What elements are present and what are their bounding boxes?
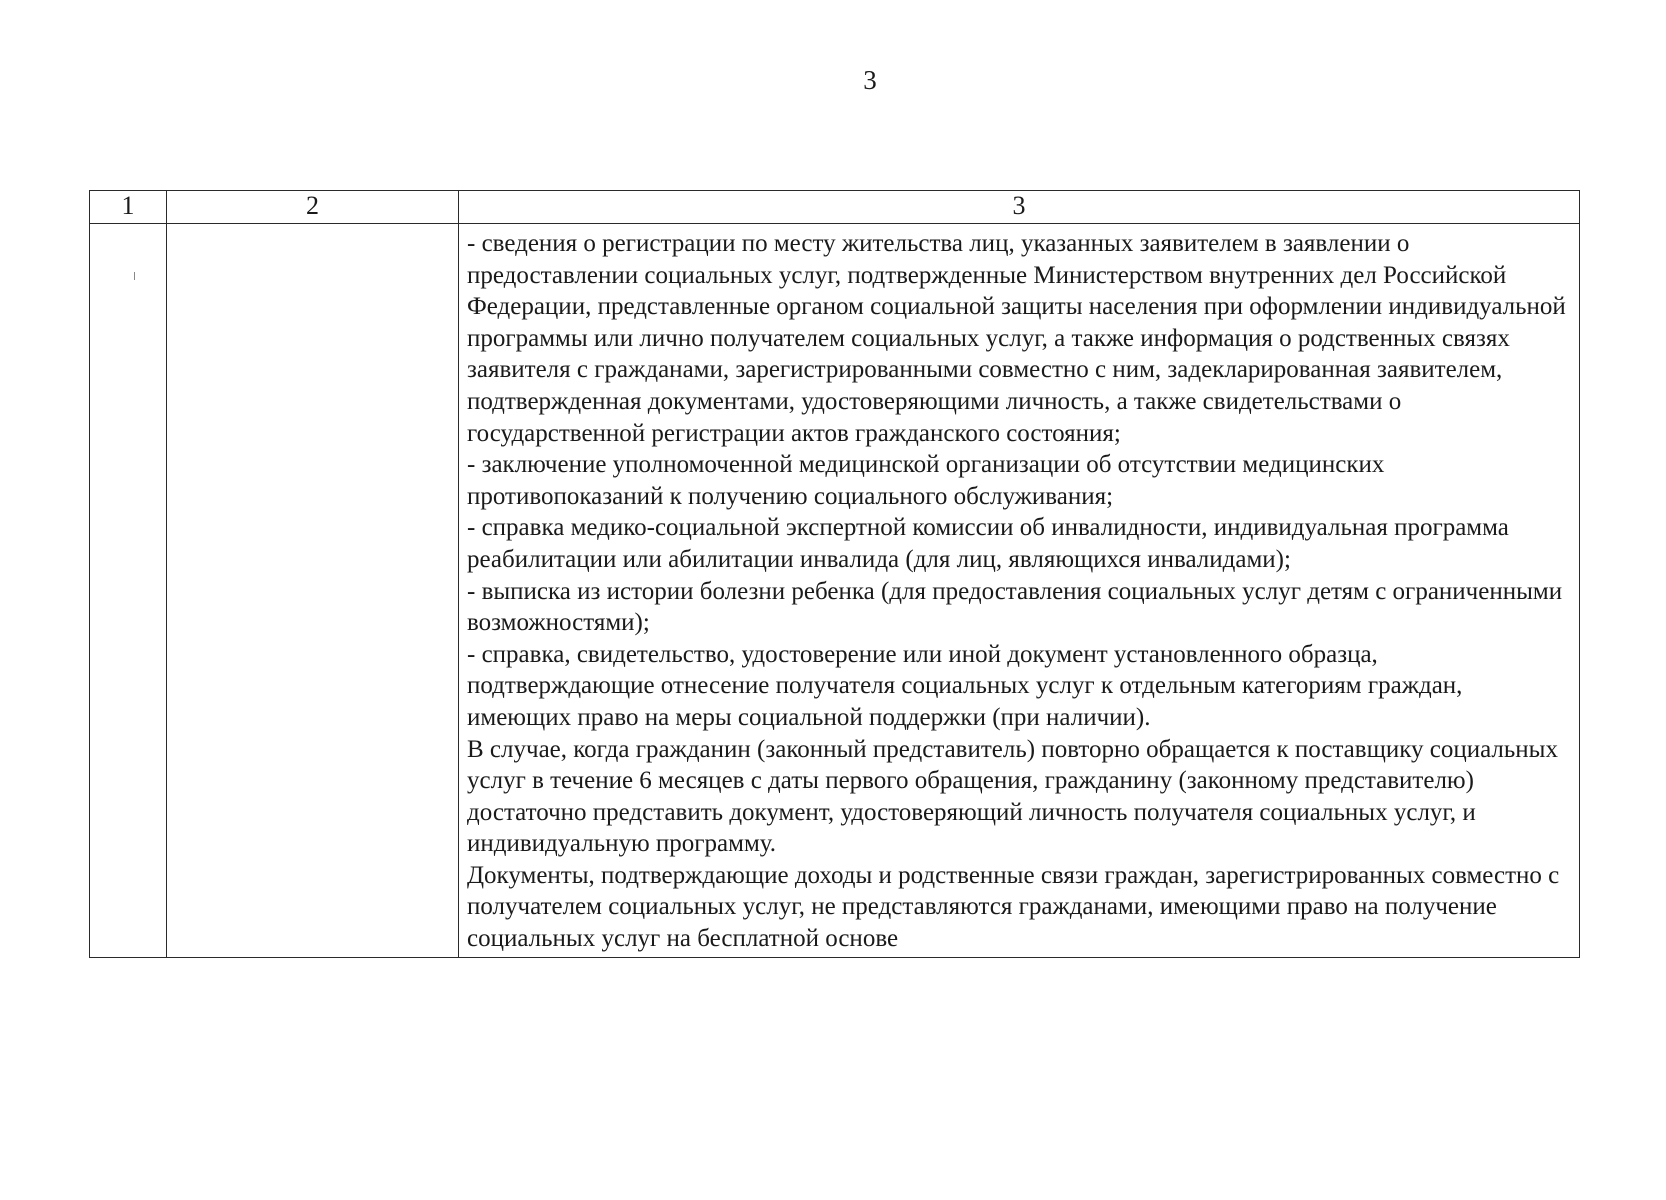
paragraph-medical-conclusion: - заключение уполномоченной медицинской организации об отсутствии медицинских противопоказаний к получению социального обслуживания; (467, 451, 1385, 510)
paragraph-disability-certificate: - справка медико-социальной экспертной комиссии об инвалидности, индивидуальная программа реабилитации или абилитации инвалида (для лиц, являющихся инвалидами); (467, 514, 1509, 573)
column-header-2: 2 (167, 191, 459, 224)
page-number: 3 (863, 65, 877, 95)
paragraph-repeat-application: В случае, когда гражданин (законный представитель) повторно обращается к поставщику социальных услуг в течение 6 месяцев с даты первого обращения, гражданину (законному представителю) достаточно представить документ, удостоверяющий личность получателя социальных услуг, и индивидуальную программу. (467, 735, 1558, 858)
paragraph-medical-history: - выписка из истории болезни ребенка (для предоставления социальных услуг детям с ограниченными возможностями); (467, 577, 1563, 637)
cell-col-1 (90, 224, 167, 958)
paragraph-registration-info: - сведения о регистрации по месту жительства лиц, указанных заявителем в заявлении о предоставлении социальных услуг, подтвержденные Министерством внутренних дел Российской Федерации, представленные органом социальной защиты населения при оформлении индивидуальной программы или лично получателем социальных услуг, а также информация о родственных связях заявителя с гражданами, зарегистрированными совместно с ним, задекларированная заявителем, подтвержденная документами, удостоверяющими личность, а также свидетельствами о государственной регистрации актов гражданского состояния; (467, 230, 1566, 447)
table-header-row (90, 191, 1580, 224)
paragraph-income-documents: Документы, подтверждающие доходы и родственные связи граждан, зарегистрированных совместно с получателем социальных услуг, не представляются гражданами, имеющими право на получение социальных услуг на бесплатной основе (467, 861, 1560, 953)
cell-col-3 (459, 224, 1580, 958)
table-row (90, 224, 1580, 958)
cell-col-2 (167, 224, 459, 958)
column-header-1: 1 (90, 191, 167, 224)
paragraph-category-document: - справка, свидетельство, удостоверение или иной документ установленного образца, подтверждающие отнесение получателя социальных услуг к отдельным категориям граждан, имеющих право на меры социальной поддержки (при наличии). (467, 640, 1463, 731)
column-header-3: 3 (459, 191, 1580, 224)
document-table (89, 190, 1580, 958)
